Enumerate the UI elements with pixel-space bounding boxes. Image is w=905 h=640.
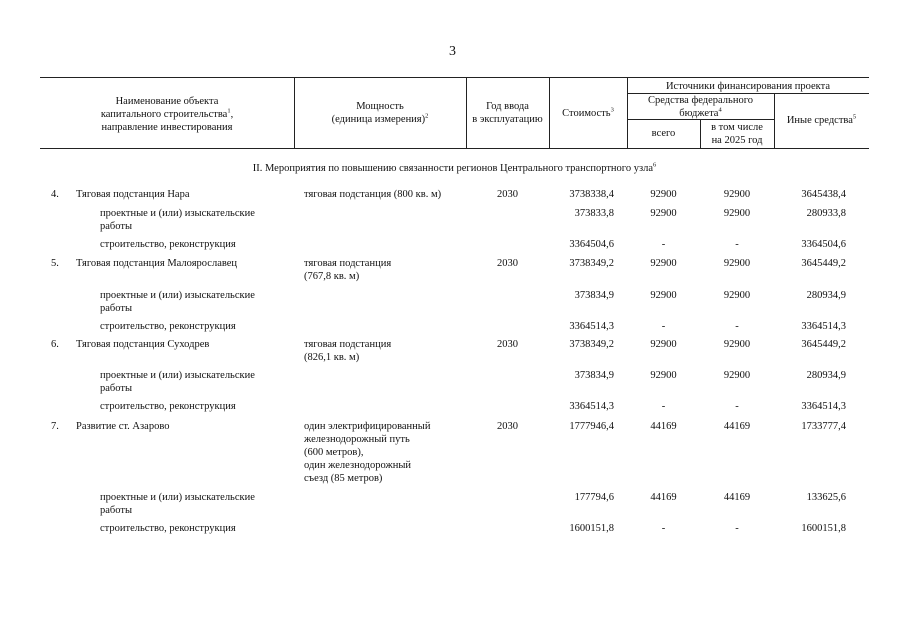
row-name: работы [100,221,133,232]
section-title: II. Мероприятия по повышению связанности регионов Центрального транспортного узла$^6$ [252,161,657,174]
row-name: проектные и (или) изыскательские [100,370,255,381]
row-federal-2025: - [735,239,739,250]
row-capacity: тяговая подстанция (800 кв. м) [304,189,442,200]
table-top-border [40,77,869,78]
row-other-funds: 3645449,2 [801,258,846,269]
row-cost: 3738349,2 [569,258,614,269]
row-name: строительство, реконструкция [100,321,236,332]
row-federal-2025: 92900 [723,189,751,200]
row-number: 7. [51,421,59,432]
header-cost: Стоимость$^3$ [562,106,614,119]
row-cost: 373834,9 [574,370,614,381]
row-other-funds: 280933,8 [806,208,846,219]
row-federal-total: - [661,239,666,250]
row-other-funds: 280934,9 [806,290,846,301]
row-cost: 3364514,3 [569,321,614,332]
row-name: проектные и (или) изыскательские [100,208,255,219]
row-cost: 3364514,3 [569,401,614,412]
row-cost: 1777946,4 [569,421,614,432]
row-number: 6. [51,339,59,350]
row-name: проектные и (или) изыскательские [100,492,255,503]
row-cost: 3738338,4 [569,189,614,200]
row-year: 2030 [497,189,518,200]
row-other-funds: 3645449,2 [801,339,846,350]
row-other-funds: 280934,9 [806,370,846,381]
row-number: 5. [51,258,59,269]
row-capacity: съезд (85 метров) [304,473,383,484]
row-capacity: железнодорожный путь [304,434,410,445]
row-year: 2030 [497,421,518,432]
row-federal-total: 92900 [650,208,677,219]
page-number: 3 [449,44,456,59]
row-year: 2030 [497,258,518,269]
row-name: Развитие ст. Азарово [76,421,170,432]
row-federal-total: 92900 [650,370,677,381]
row-capacity: один железнодорожный [304,460,412,471]
row-federal-2025: 44169 [723,421,751,432]
row-federal-2025: - [735,401,739,412]
row-federal-2025: - [735,321,739,332]
row-capacity: (600 метров), [304,447,364,458]
row-other-funds: 3364514,3 [801,401,846,412]
row-name: проектные и (или) изыскательские [100,290,255,301]
header-funding-sources: Источники финансирования проекта [665,81,831,92]
row-name: строительство, реконструкция [100,239,236,250]
row-name: строительство, реконструкция [100,523,236,534]
row-federal-total: 92900 [650,290,677,301]
table-header-bottom-border [40,148,869,149]
row-federal-2025: 92900 [723,370,751,381]
row-name: строительство, реконструкция [100,401,236,412]
row-federal-total: 44169 [650,492,677,503]
header-year: Год ввода в эксплуатацию [472,101,543,125]
header-capacity: Мощность (единица измерения)$^2$ [331,101,429,125]
row-federal-2025: 44169 [723,492,751,503]
row-capacity: (826,1 кв. м) [304,352,360,363]
row-cost: 373833,8 [574,208,614,219]
header-name: Наименование объекта капитального строительства$^1$, направление инвестирования [100,96,234,133]
row-year: 2030 [497,339,518,350]
row-federal-total: 92900 [650,339,677,350]
row-other-funds: 1600151,8 [801,523,846,534]
header-other-funds: Иные средства$^5$ [786,113,857,126]
row-name: Тяговая подстанция Малоярославец [76,258,238,269]
row-federal-total: 92900 [650,189,677,200]
row-federal-total: - [661,523,666,534]
row-federal-total: - [661,401,666,412]
row-number: 4. [51,189,59,200]
header-total: всего [651,128,676,139]
row-federal-2025: 92900 [723,208,751,219]
row-federal-total: 92900 [650,258,677,269]
row-name: Тяговая подстанция Суходрев [76,339,210,350]
header-including-2025: в том числе на 2025 год [711,122,763,146]
row-federal-total: 44169 [650,421,677,432]
header-federal-budget: Средства федерального бюджета$^4$ [648,95,753,119]
row-other-funds: 3645438,4 [801,189,846,200]
row-name: работы [100,383,133,394]
row-cost: 373834,9 [574,290,614,301]
row-cost: 3364504,6 [569,239,614,250]
row-other-funds: 133625,6 [806,492,846,503]
row-other-funds: 3364504,6 [801,239,846,250]
row-name: работы [100,303,133,314]
row-federal-2025: 92900 [723,339,751,350]
row-other-funds: 3364514,3 [801,321,846,332]
row-federal-2025: 92900 [723,290,751,301]
row-other-funds: 1733777,4 [801,421,846,432]
row-federal-2025: 92900 [723,258,751,269]
row-capacity: один электрифицированный [304,421,431,432]
row-name: работы [100,505,133,516]
row-cost: 1600151,8 [569,523,614,534]
row-name: Тяговая подстанция Нара [76,189,190,200]
row-cost: 3738349,2 [569,339,614,350]
row-capacity: тяговая подстанция [304,339,392,350]
row-federal-2025: - [735,523,739,534]
row-federal-total: - [661,321,666,332]
row-capacity: (767,8 кв. м) [304,271,360,282]
row-capacity: тяговая подстанция [304,258,392,269]
row-cost: 177794,6 [574,492,614,503]
